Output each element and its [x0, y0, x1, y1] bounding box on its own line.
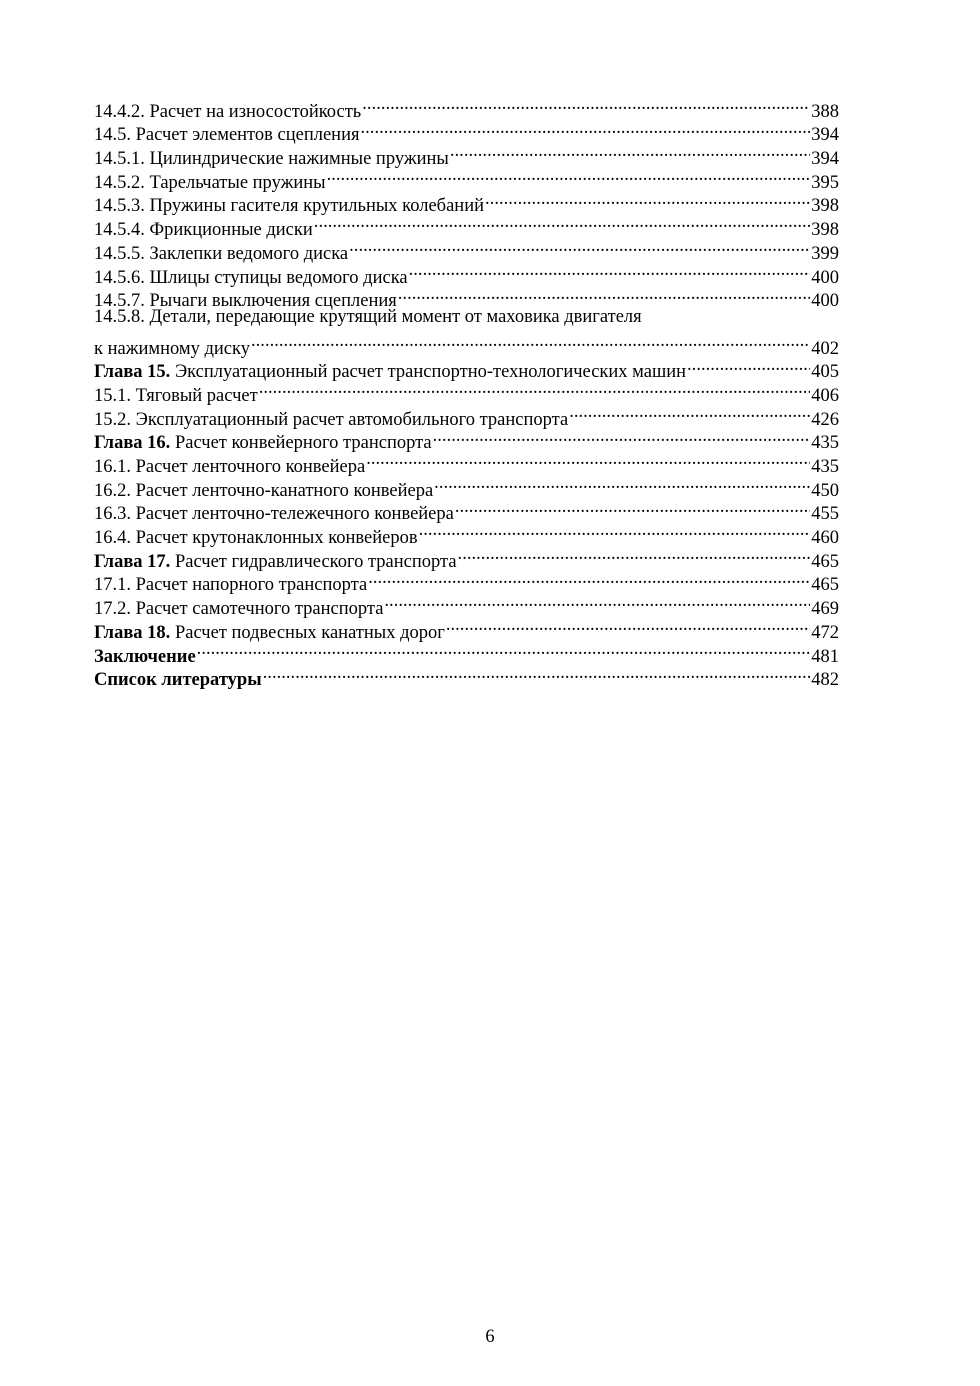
- toc-entry-text: 14.5.6. Шлицы ступицы ведомого диска: [94, 267, 408, 288]
- toc-entry-page: 399: [811, 243, 839, 264]
- toc-entry-text: к нажимному диску: [94, 338, 250, 359]
- toc-entry-text: 15.2. Эксплуатационный расчет автомобильного транспорта: [94, 409, 569, 430]
- dot-leader: [458, 543, 811, 567]
- toc-entry-page: 481: [811, 646, 839, 667]
- toc-entry-page: 455: [811, 504, 839, 525]
- dot-leader: [569, 401, 810, 425]
- toc-entry-page: 465: [811, 575, 839, 596]
- dot-leader: [409, 259, 811, 283]
- dot-leader: [197, 638, 811, 662]
- toc-entry-page: 482: [811, 670, 839, 691]
- toc-entry-title: [94, 480, 433, 504]
- toc-entry-text: 16.1. Расчет ленточного конвейера: [94, 457, 366, 477]
- dot-leader: [314, 211, 810, 235]
- toc-entry-title: [94, 243, 348, 267]
- dot-leader: [251, 330, 810, 354]
- toc-entry-lead: Список литературы: [94, 670, 262, 691]
- toc-entry-lead: Глава 17.: [94, 551, 171, 572]
- dot-leader: [485, 188, 810, 212]
- toc-entry-title: [94, 598, 383, 622]
- toc-entry-title: [94, 385, 258, 409]
- toc-entry-page: 469: [811, 599, 839, 620]
- toc-entry-text: 14.5. Расчет элементов сцепления: [94, 125, 360, 146]
- toc-entry-page: 465: [811, 551, 839, 572]
- toc-entry-text: Расчет конвейерного транспорта: [170, 433, 432, 454]
- toc-entry-text: 14.5.3. Пружины гасителя крутильных колебаний: [94, 196, 485, 217]
- toc-entry: [94, 662, 839, 691]
- toc-entry-title: [94, 267, 408, 291]
- toc-entry-page: 400: [811, 267, 839, 288]
- toc-entry-text: 14.5.4. Фрикционные диски: [94, 220, 313, 241]
- toc-entry-lead: Глава 18.: [94, 622, 171, 643]
- dot-leader: [361, 117, 811, 141]
- dot-leader: [419, 519, 811, 543]
- dot-leader: [446, 614, 810, 638]
- toc-entry-text: 14.5.5. Заклепки ведомого диска: [94, 243, 349, 264]
- toc-entry-text: 14.5.2. Тарельчатые пружины: [94, 172, 326, 193]
- toc-entry-text: 14.5.7. Рычаги выключения сцепления: [94, 291, 397, 312]
- toc-entry-page: 435: [811, 433, 839, 454]
- toc-entry: [94, 93, 839, 122]
- page-number: 6: [485, 1327, 495, 1347]
- toc-entry: [94, 306, 839, 330]
- toc-entry-page: 460: [811, 528, 839, 549]
- toc-entry: [94, 638, 839, 667]
- toc-entry-title: [94, 456, 365, 480]
- toc-entry-page: 394: [811, 149, 839, 170]
- toc-entry: [94, 330, 839, 359]
- toc-entry-lead: Заключение: [94, 646, 196, 667]
- toc-entry-page: 472: [811, 622, 839, 643]
- toc-entry-page: 405: [811, 362, 839, 383]
- toc-entry-page: 402: [811, 338, 839, 359]
- toc-entry-page: 450: [811, 480, 839, 501]
- toc-entry-title: [94, 646, 196, 670]
- dot-leader: [349, 235, 810, 259]
- toc-entry-title: [94, 527, 418, 551]
- toc-entry-title: [94, 124, 360, 148]
- toc-entry-title: [94, 219, 313, 243]
- toc-entry-text: Эксплуатационный расчет транспортно-технологических машин: [170, 362, 687, 383]
- toc-entry-text: 14.4.2. Расчет на износостойкость: [94, 101, 362, 122]
- dot-leader: [368, 567, 810, 591]
- toc-entry-page: 394: [811, 125, 839, 146]
- toc-entry-page: 398: [811, 196, 839, 217]
- dot-leader: [263, 662, 811, 686]
- toc-entry-text: 14.5.8. Детали, передающие крутящий момент от маховика двигателя: [94, 307, 642, 328]
- toc-entry-text: 15.1. Тяговый расчет: [94, 385, 258, 406]
- dot-leader: [366, 448, 810, 472]
- toc-entry-page: 395: [811, 172, 839, 193]
- toc-entry-text: 16.3. Расчет ленточно-тележечного конвейера: [94, 504, 454, 525]
- toc-entry-page: 406: [811, 385, 839, 406]
- toc-entry-title: [94, 669, 262, 693]
- toc-entry-lead: Глава 16.: [94, 433, 171, 454]
- table-of-contents: [94, 93, 839, 691]
- dot-leader: [384, 590, 810, 614]
- toc-entry-text: 17.1. Расчет напорного транспорта: [94, 575, 368, 596]
- dot-leader: [455, 496, 810, 520]
- dot-leader: [450, 140, 810, 164]
- toc-entry-title: [94, 306, 839, 330]
- toc-entry-page: 388: [811, 101, 839, 122]
- toc-entry-title: [94, 172, 326, 196]
- toc-entry-page: 398: [811, 220, 839, 241]
- toc-entry-lead: Глава 15.: [94, 362, 171, 383]
- dot-leader: [362, 93, 810, 117]
- toc-entry-text: Расчет подвесных канатных дорог: [170, 622, 445, 643]
- toc-entry-title: [94, 574, 367, 598]
- toc-entry-text: Расчет гидравлического транспорта: [170, 551, 457, 572]
- toc-entry-page: 400: [811, 291, 839, 312]
- dot-leader: [259, 377, 811, 401]
- toc-entry-text: 17.2. Расчет самотечного транспорта: [94, 599, 384, 620]
- toc-entry-page: 426: [811, 409, 839, 430]
- toc-entry-text: 14.5.1. Цилиндрические нажимные пружины: [94, 149, 449, 170]
- toc-entry-text: 16.4. Расчет крутонаклонных конвейеров: [94, 528, 418, 549]
- dot-leader: [434, 472, 810, 496]
- dot-leader: [687, 354, 810, 378]
- toc-entry-text: 16.2. Расчет ленточно-канатного конвейера: [94, 480, 434, 501]
- toc-entry-title: [94, 101, 361, 125]
- dot-leader: [433, 425, 811, 449]
- dot-leader: [398, 283, 810, 307]
- toc-entry-title: [94, 338, 250, 362]
- toc-entry-title: [94, 503, 454, 527]
- toc-entry-page: 435: [811, 457, 839, 477]
- dot-leader: [327, 164, 811, 188]
